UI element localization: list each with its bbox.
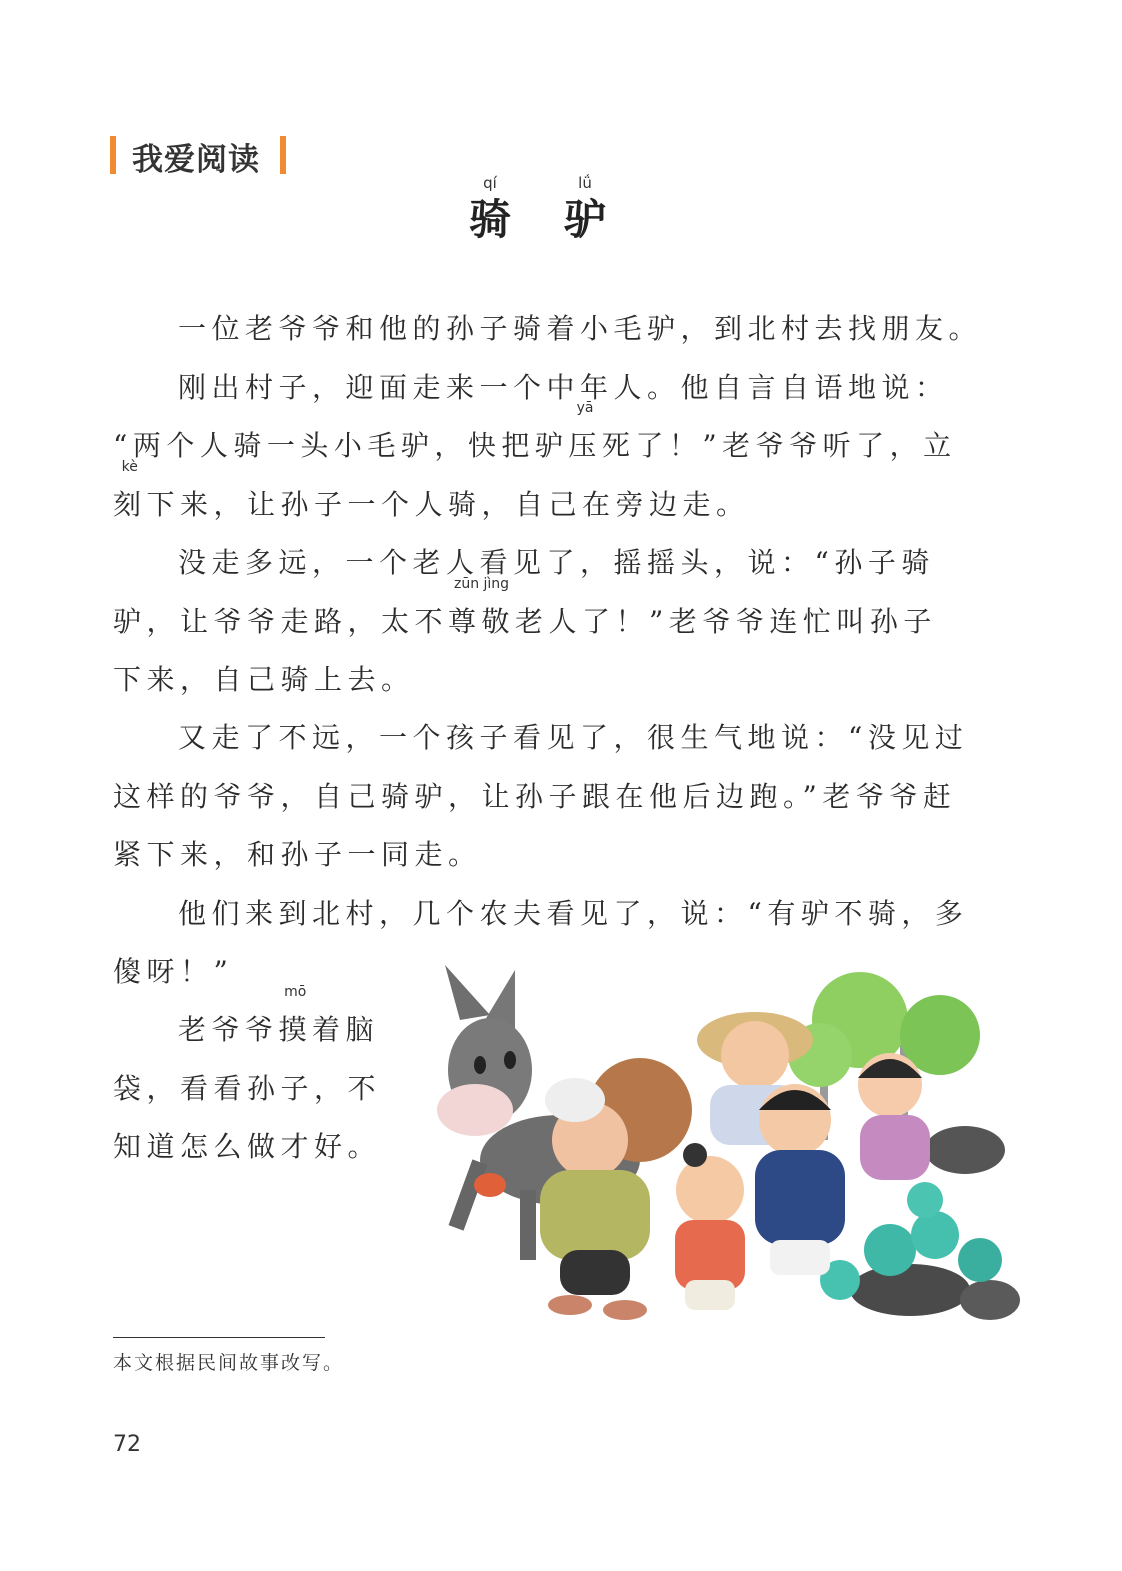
text-line: [113, 576, 963, 644]
villager-blue-illustration: [755, 1084, 845, 1275]
text-line: 知道怎么做才好。: [113, 1130, 382, 1163]
text-line: 这样的爷爷，自己骑驴，让孙子跟在他后边跑。”老爷爷赶: [113, 780, 957, 813]
footnote-rule: [113, 1337, 325, 1338]
section-label: 我爱阅读: [132, 142, 260, 178]
line-segment: 着脑: [312, 1013, 380, 1046]
title-hanzi: 骑: [468, 195, 511, 244]
title-char: [550, 172, 620, 246]
grandson-illustration: [675, 1143, 745, 1310]
footnote: 本文根据民间故事改写。: [113, 1352, 345, 1374]
line-segment: 驴，让爷爷走路，太不: [113, 605, 449, 638]
ruby-base: 压: [568, 429, 602, 462]
title-pinyin: lǘ: [578, 174, 592, 192]
ruby-word: [113, 459, 147, 527]
line-segment: 下来，让孙子一个人骑，自己在旁边走。: [146, 488, 750, 521]
ruby-base: 摸: [278, 1013, 313, 1046]
ruby-word: [278, 984, 313, 1052]
header-bar-left: [110, 136, 116, 174]
ruby-base: 尊敬: [448, 605, 516, 638]
text-line: 一位老爷爷和他的孙子骑着小毛驴，到北村去找朋友。: [178, 312, 983, 345]
story-illustration: [420, 960, 1020, 1345]
title-hanzi: 驴: [563, 195, 606, 244]
title-char: [455, 172, 525, 246]
ruby-word: [448, 576, 516, 644]
line-segment: 老人了！”老爷爷连忙叫孙子: [515, 605, 937, 638]
ruby-base: 刻: [113, 488, 147, 521]
title-pinyin: qí: [483, 174, 497, 192]
text-line: 傻呀！”: [113, 955, 234, 988]
line-segment: 死了！”老爷爷听了，立: [601, 429, 957, 462]
header-bar-right: [280, 136, 286, 174]
ruby-word: [568, 400, 602, 468]
story-title: [0, 172, 1122, 252]
text-line: 袋，看看孙子，不: [113, 1072, 382, 1105]
text-line: 下来，自己骑上去。: [113, 663, 415, 696]
text-line: 他们来到北村，几个农夫看见了，说：“有驴不骑，多: [178, 897, 969, 930]
page-number: 72: [113, 1432, 141, 1457]
text-line: 紧下来，和孙子一同走。: [113, 838, 482, 871]
text-line: [113, 400, 963, 468]
ruby-pinyin: kè: [121, 459, 138, 475]
text-line: 没走多远，一个老人看见了，摇摇头，说：“孙子骑: [178, 546, 935, 579]
ruby-pinyin: mō: [284, 984, 307, 1000]
villager-woman-illustration: [858, 1053, 930, 1180]
text-line: 又走了不远，一个孩子看见了，很生气地说：“没见过: [178, 721, 969, 754]
text-line: [113, 459, 963, 527]
line-segment: “两个人骑一头小毛驴，快把驴: [113, 429, 569, 462]
line-segment: 老爷爷: [178, 1013, 279, 1046]
text-line: 刚出村子，迎面走来一个中年人。他自言自语地说：: [178, 371, 949, 404]
ruby-pinyin: zūn jìng: [453, 576, 510, 592]
grandfather-illustration: [540, 1058, 692, 1320]
ruby-pinyin: yā: [576, 400, 594, 416]
